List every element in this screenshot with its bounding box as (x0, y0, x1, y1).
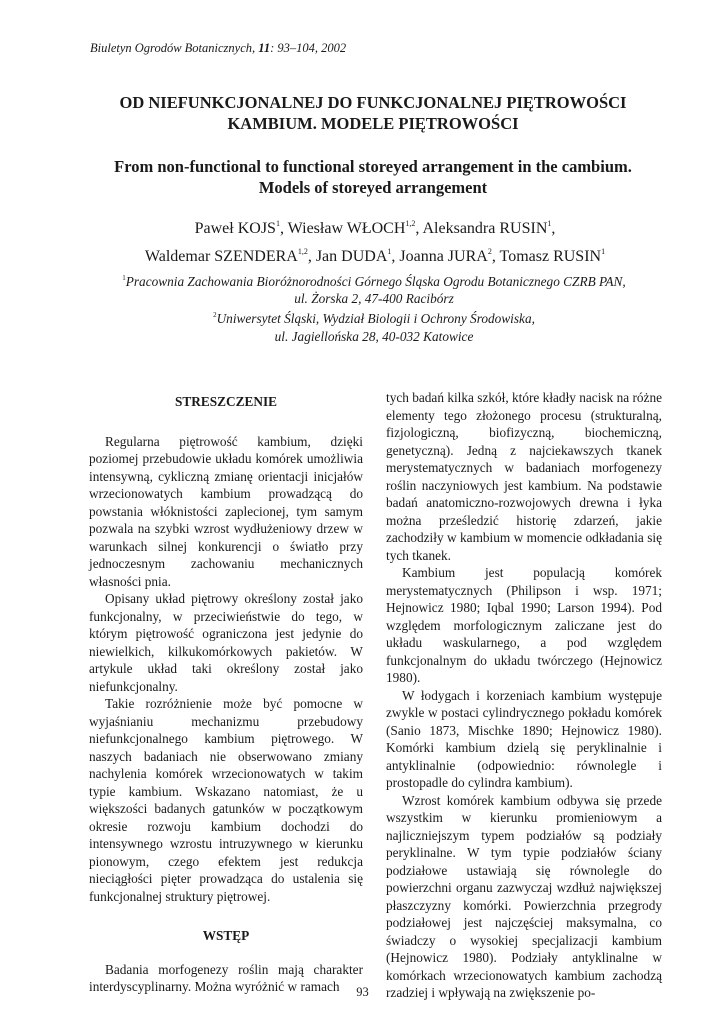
author-separator: , (279, 220, 288, 237)
journal-name: Biuletyn Ogrodów Botanicznych, (90, 41, 256, 55)
author-affiliation-sup: 2 (487, 247, 492, 256)
author-name: Jan DUDA (315, 248, 388, 265)
author-name: Aleksandra RUSIN (422, 220, 548, 237)
abstract-heading: STRESZCZENIE (175, 394, 277, 409)
body-paragraph: tych badań kilka szkół, które kładły nacisk na różne elementy tego złożonego procesu (strukturalną, fizjologiczną, biofizyczną, biochemiczną, genetyczną). Jedną z najciekawszych tkanek merystematycznych w badaniach morfogenezy roślin naczyniowych jest kambium. Na podstawie badań anatomiczno-rozwojowych drewna i łyka można prześledzić historię zdarzeń, jakie zachodziły w kambium w momencie odkładania się tych tkanek. (386, 390, 662, 563)
left-column (89, 393, 363, 996)
title-polish-line2: KAMBIUM. MODELE PIĘTROWOŚCI (227, 114, 519, 133)
affiliation-2-sup: 2 (213, 311, 217, 320)
author-line1 (60, 212, 690, 240)
author-separator: , (391, 248, 400, 265)
title-english-line2: Models of storeyed arrangement (258, 178, 488, 197)
right-column (386, 389, 662, 1002)
abstract-paragraph: Regularna piętrowość kambium, dzięki poziomej przebudowie układu komórek umożliwia intensywną, cykliczną zmianę orientacji inicjałów wrzecionowatych kambium prowadzącą do powstania włóknistości zaplecionej, tym samym pozwala na szybki wzrost wydłużeniowy drzew w warunkach silnej konkurencji o światło przy jednoczesnym zachowaniu mechanicznych własności pnia. (89, 433, 363, 589)
body-paragraph: W łodygach i korzeniach kambium występuje zwykle w postaci cylindrycznego pokładu komórek (Sanio 1873, Mischke 1890; Hejnowicz 1980). Komórki kambium dzielą się peryklinalnie i antyklinalnie (odpowiednio: równolegle i prostopadle do cylindra kambium). (386, 687, 662, 790)
affiliation-2-line2: ul. Jagiellońska 28, 40-032 Katowice (274, 328, 474, 344)
affiliation-1-line1 (60, 270, 688, 290)
author-separator: , (307, 248, 316, 265)
title-polish (80, 92, 666, 134)
author-name: Paweł KOJS (194, 220, 276, 237)
journal-header (90, 41, 346, 56)
page-number: 93 (356, 985, 369, 999)
author-affiliation-sup: 1 (601, 247, 606, 256)
affiliation-2-text: Uniwersytet Śląski, Wydział Biologii i Ochrony Środowiska, (216, 311, 535, 327)
affiliation-1-text: Pracownia Zachowania Bioróżnorodności Górnego Śląska Ogrodu Botanicznego CZRB PAN, (125, 274, 626, 289)
affiliations (60, 270, 688, 345)
affiliation-2-line1 (60, 307, 688, 327)
title-polish-line1: OD NIEFUNKCJONALNEJ DO FUNKCJONALNEJ PIĘTROWOŚCI (119, 93, 627, 112)
body-paragraph: Wzrost komórek kambium odbywa się przede wszystkim w kierunku promieniowym a najliczniejszym typem podziałów są podziały peryklinalne. W tym typie podziałów ściany podziałowe ustawiają się równolegle do powierzchni organu zazwyczaj wzdłuż największej płaszczyzny komórki. Powierzchnia przegrody podziałowej jest najczęściej maksymalna, co świadczy o wysokiej specjalizacji kambium (Hejnowicz 1980). Podziały antyklinalne w komórkach wrzecionowatych kambium zachodzą rzadziej i wpływają na zwiększenie po- (386, 792, 662, 1000)
author-name: Wiesław WŁOCH (287, 220, 406, 237)
author-name: Tomasz RUSIN (499, 248, 602, 265)
author-separator: , (415, 220, 423, 237)
abstract-paragraph: Opisany układ piętrowy określony został jako funkcjonalny, w przeciwieństwie do tego, w którym piętrowość ograniczona jest jedynie do niewielkich, kilkukomórkowych pakietów. W artykule układ taki określony został jako niefunkcjonalny. (89, 591, 363, 694)
author-affiliation-sup: 1,2 (405, 219, 416, 228)
author-separator: , (491, 248, 500, 265)
author-name: Joanna JURA (399, 248, 488, 265)
affiliation-1-line2: ul. Żorska 2, 47-400 Racibórz (294, 291, 454, 307)
journal-pages: : 93–104, 2002 (270, 41, 347, 55)
affiliation-1-sup: 1 (122, 274, 126, 282)
author-line2 (60, 240, 690, 268)
author-separator: , (551, 220, 556, 237)
author-list (60, 212, 690, 268)
intro-heading: WSTĘP (202, 928, 250, 943)
intro-paragraph: Badania morfogenezy roślin mają charakter interdyscyplinarny. Można wyróżnić w ramach (89, 961, 363, 994)
title-english-line1: From non-functional to functional storeyed arrangement in the cambium. (114, 157, 632, 176)
title-english (80, 156, 666, 198)
author-affiliation-sup: 1 (547, 219, 552, 228)
author-name: Waldemar SZENDERA (144, 248, 298, 265)
author-affiliation-sup: 1 (387, 247, 392, 256)
body-paragraph: Kambium jest populacją komórek merystematycznych (Philipson i wsp. 1971; Hejnowicz 1980; Iqbal 1990; Larson 1994). Pod względem morfologicznym zaliczane jest do układu waskularnego, a pod względem funkcjonalnym do układu twórczego (Hejnowicz 1980). (386, 565, 662, 685)
journal-volume: 11 (258, 41, 271, 55)
author-affiliation-sup: 1 (275, 219, 280, 228)
abstract-paragraph: Takie rozróżnienie może być pomocne w wyjaśnianiu mechanizmu przebudowy niefunkcjonalnego kambium piętrowego. W naszych badaniach nie obserwowano zmiany nachylenia komórek wrzecionowatych w takim typie kambium. Wskazano natomiast, że u większości badanych gatunków w początkowym okresie rozwoju kambium dochodzi do intensywnego wzrostu intruzywnego w kierunku pionowym, czego efektem jest redukcja nieciągłości pięter prowadząca do ustalenia się funkcjonalnej struktury piętrowej. (89, 696, 363, 904)
author-affiliation-sup: 1,2 (297, 247, 308, 256)
